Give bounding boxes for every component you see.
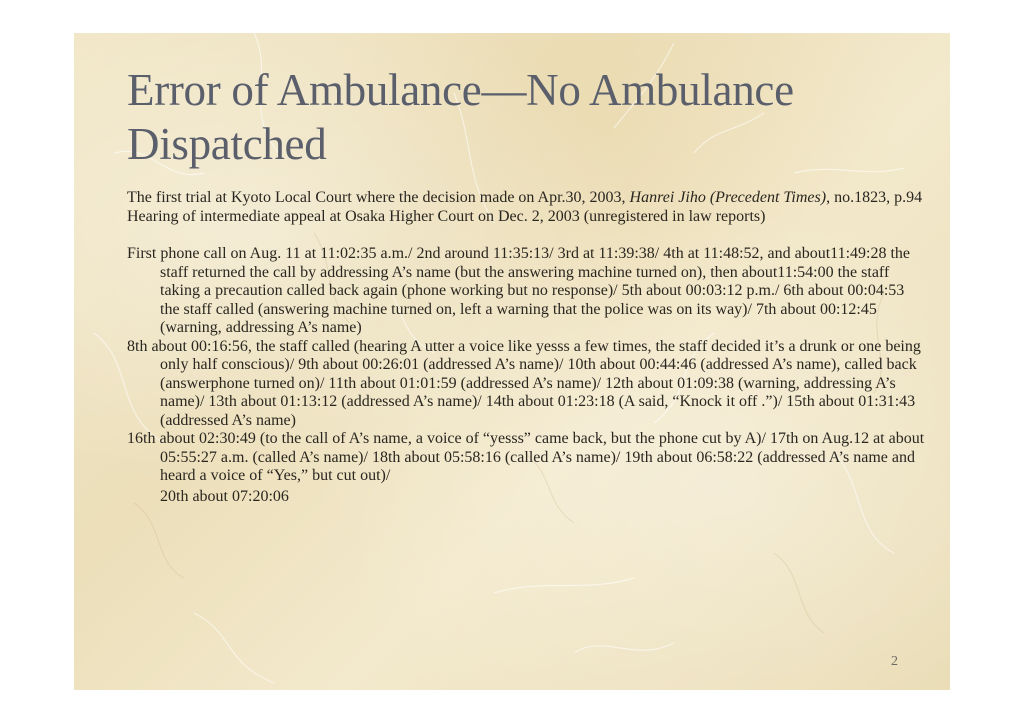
call-log-continuation: 20th about 07:20:06: [160, 487, 289, 505]
spacer: [127, 226, 927, 245]
slide: [74, 33, 950, 690]
court-line-osaka: Hearing of intermediate appeal at Osaka Higher Court on Dec. 2, 2003 (unregistered in law reports): [127, 207, 766, 225]
citation-detail: , no.1823, p.94: [826, 189, 923, 206]
call-log-paragraph: 8th about 00:16:56, the staff called (hearing A utter a voice like yesss a few times, the staff decided it’s a drunk or one being only half conscious)/ 9th about 00:26:01 (addressed A’s name)/ 10th about 00:44:46 (addressed A’s name), called back (answerphone turned on)/ 11th about 01:01:59 (addressed A’s name)/ 12th about 01:09:38 (warning, addressing A’s name)/ 13th about 01:13:12 (addressed A’s name)/ 14th about 01:23:18 (A said, “Knock it off .”)/ 15th about 01:31:43 (addressed A’s name): [127, 337, 921, 429]
court-line-kyoto: [127, 189, 927, 208]
citation-title: Hanrei Jiho (Precedent Times): [629, 189, 827, 206]
page-number: 2: [891, 654, 898, 669]
call-log-paragraph: 16th about 02:30:49 (to the call of A’s name, a voice of “yesss” came back, but the phone cut by A)/ 17th on Aug.12 at about 05:55:27 a.m. (called A’s name)/ 18th about 05:58:16 (called A’s name)/ 19th about 06:58:22 (addressed A’s name and heard a voice of “Yes,” but cut out)/: [127, 430, 925, 484]
slide-body: [127, 189, 927, 506]
call-log-paragraph: First phone call on Aug. 11 at 11:02:35 a.m./ 2nd around 11:35:13/ 3rd at 11:39:38/ 4th at 11:48:52, and about11:49:28 the staff returned the call by addressing A’s name (but the answering machine turned on), then about11:54:00 the staff taking a precaution called back again (phone working but no response)/ 5th about 00:03:12 p.m./ 6th about 00:04:53 the staff called (answering machine turned on, left a warning that the police was on its way)/ 7th about 00:12:45 (warning, addressing A’s name): [127, 245, 911, 336]
court-line-kyoto-text: The first trial at Kyoto Local Court where the decision made on Apr.30, 2003,: [127, 189, 630, 206]
slide-title: Error of Ambulance—No Ambulance Dispatched: [127, 65, 794, 169]
